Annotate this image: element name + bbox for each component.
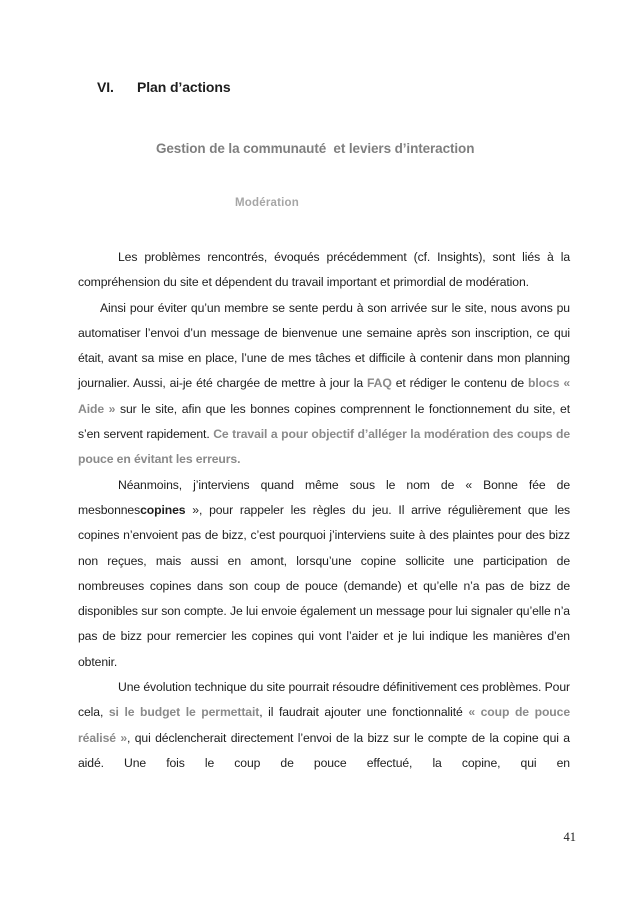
body-text-run: Ainsi pour éviter qu’un membre se sente perdu à son arrivée sur le site, nous avons pu automatiser l’envoi d’un message de bienvenue une semaine après son inscription, ce qui était, avant sa mise en place, l’une de mes tâches et difficile à contenir dans mon planning journalier. Aussi, ai-je été chargée de mettre à jour la: [78, 300, 570, 391]
emphasis-gray-bold-run: « coup de pouce réalisé »: [78, 705, 571, 745]
emphasis-gray-bold-run: Ce travail a pour objectif d’alléger la modération des coups de pouce en évitant les erreurs.: [78, 427, 570, 467]
body-text-run: , il faudrait ajouter une fonctionnalité: [259, 705, 469, 720]
paragraph-automation-faq: [78, 296, 570, 473]
paragraph-evolution-technique: [78, 675, 570, 776]
body-text: [78, 245, 570, 776]
chapter-subtitle: Gestion de la communauté et leviers d’interaction: [156, 141, 475, 156]
section-numeral: VI.: [97, 79, 114, 95]
section-heading: [97, 79, 231, 95]
moderation-subheading: Modération: [235, 197, 299, 209]
body-text-run: sur le site, afin que les bonnes copines comprennent le fonctionnement du site, et s’en servent rapidement.: [78, 401, 570, 442]
emphasis-gray-bold-run: blocs « Aide »: [78, 376, 571, 416]
paragraph-bonne-fee: [78, 473, 570, 675]
emphasis-gray-bold-run: si le budget le permettait: [108, 705, 260, 720]
body-text-run: et rédiger le contenu de: [391, 376, 529, 391]
body-text-run: Une évolution technique du site pourrait résoudre définitivement ces problèmes. Pour cela,: [78, 680, 570, 720]
body-text-run: Néanmoins, j’interviens quand même sous le nom de « Bonne fée de mesbonnes: [78, 477, 570, 517]
page-number: 41: [563, 830, 576, 844]
emphasis-black-bold-run: copines: [140, 502, 186, 517]
body-text-run: Les problèmes rencontrés, évoqués précédemment (cf. Insights), sont liés à la compréhension du site et dépendent du travail important et primordial de modération.: [78, 250, 570, 290]
emphasis-gray-bold-run: FAQ: [366, 376, 392, 391]
body-text-run: », pour rappeler les règles du jeu. Il arrive régulièrement que les copines n’envoient pas de bizz, c’est pourquoi j’interviens suite à des plaintes pour des bizz non reçues, mais aussi en amont, lorsqu’une copine sollicite une participation de nombreuses copines dans son coup de pouce (demande) et qu’elle n’a pas de bizz de disponibles sur son compte. Je lui envoie également un message pour lui signaler qu’elle n’a pas de bizz pour remercier les copines qui vont l’aider et je lui indique les manières d’en obtenir.: [78, 502, 570, 669]
section-title: Plan d’actions: [137, 79, 231, 95]
body-text-run: , qui déclencherait directement l’envoi de la bizz sur le compte de la copine qui a aidé. Une fois le coup de pouce effectué, la copine, qui en: [78, 730, 570, 770]
paragraph-problems: [78, 245, 570, 296]
